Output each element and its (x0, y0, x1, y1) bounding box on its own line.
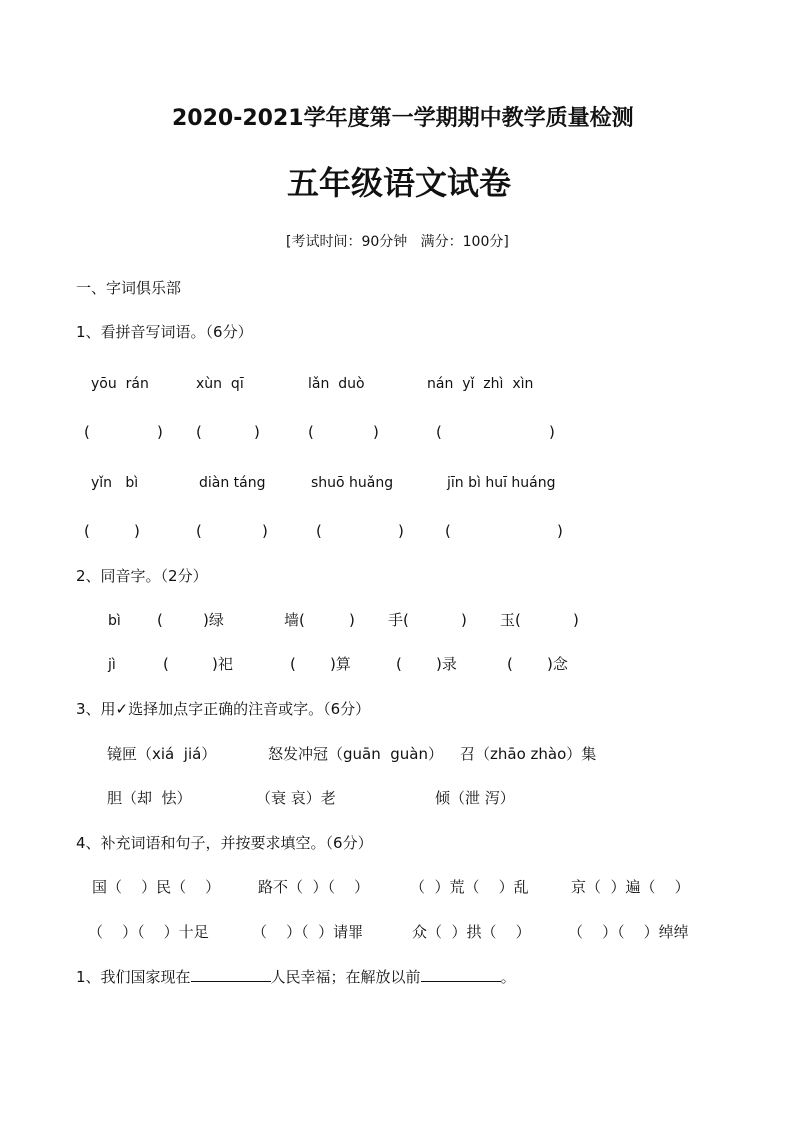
answer-box-open: ( (196, 423, 202, 441)
idiom-blank: 路不（ ）（ ） (258, 878, 370, 896)
homophone-item: ) (349, 611, 355, 629)
pinyin-4: nán yǐ zhì xìn (427, 376, 534, 392)
pinyin-5: yǐn bì (91, 475, 139, 491)
homophone-item: 玉( (500, 611, 521, 629)
answer-box-open: ( (316, 522, 322, 540)
question-1-label: 1、看拼音写词语。（6分） (76, 323, 253, 341)
answer-box-close: ) (557, 522, 563, 540)
exam-info: [考试时间：90分钟 满分：100分] (286, 234, 509, 250)
pinyin-3: lǎn duò (308, 376, 365, 392)
homophone-pinyin: bì (108, 613, 121, 629)
idiom-blank: （ ）荒（ ）乱 (410, 878, 529, 896)
homophone-item: 手( (388, 611, 409, 629)
answer-box-open: ( (84, 423, 90, 441)
idiom-blank: 京（ ）遍（ ） (571, 878, 690, 896)
question-3-label: 3、用✓选择加点字正确的注音或字。（6分） (76, 700, 371, 718)
idiom-blank: （ ）（ ）绰绰 (568, 923, 689, 941)
answer-box-open: ( (445, 522, 451, 540)
homophone-item: )祀 (212, 655, 233, 673)
answer-box-open: ( (308, 423, 314, 441)
choice-item: 怒发冲冠（guān guàn） (268, 745, 443, 763)
homophone-item: ( (507, 655, 513, 673)
idiom-blank: 国（ ）民（ ） (92, 878, 221, 896)
answer-box-close: ) (254, 423, 260, 441)
answer-box-open: ( (196, 522, 202, 540)
pinyin-7: shuō huǎng (311, 475, 394, 491)
choice-item: 镜匣（xiá jiá） (107, 745, 217, 763)
question-2-label: 2、同音字。（2分） (76, 567, 208, 585)
answer-box-close: ) (549, 423, 555, 441)
homophone-item: )绿 (203, 611, 224, 629)
sentence-part: 人民幸福；在解放以前 (270, 968, 421, 986)
homophone-item: ( (396, 655, 402, 673)
answer-box-close: ) (134, 522, 140, 540)
question-4-label: 4、补充词语和句子，并按要求填空。（6分） (76, 834, 373, 852)
answer-box-close: ) (262, 522, 268, 540)
pinyin-1: yōu rán (91, 376, 149, 392)
choice-item: 倾（泄 泻） (435, 789, 515, 807)
pinyin-2: xùn qī (196, 376, 244, 392)
homophone-item: ) (573, 611, 579, 629)
idiom-blank: （ ）（ ）十足 (88, 923, 209, 941)
pinyin-6: diàn táng (199, 475, 266, 491)
fill-blank-line (421, 967, 501, 982)
homophone-item: ( (290, 655, 296, 673)
answer-box-close: ) (398, 522, 404, 540)
sentence-part: 。 (500, 968, 516, 986)
homophone-item: ) (461, 611, 467, 629)
homophone-item: 墙( (284, 611, 305, 629)
exam-subtitle: 五年级语文试卷 (287, 164, 512, 202)
answer-box-open: ( (84, 522, 90, 540)
idiom-blank: 众（ ）拱（ ） (412, 923, 531, 941)
homophone-item: )录 (436, 655, 457, 673)
answer-box-close: ) (157, 423, 163, 441)
homophone-item: )算 (330, 655, 351, 673)
idiom-blank: （ ）（ ）请罪 (252, 923, 364, 941)
choice-item: （衰 哀）老 (256, 789, 336, 807)
sentence-part: 1、我们国家现在 (76, 968, 191, 986)
pinyin-8: jīn bì huī huáng (447, 475, 556, 491)
answer-box-close: ) (373, 423, 379, 441)
homophone-item: ( (157, 611, 163, 629)
choice-item: 胆（却 怯） (107, 789, 192, 807)
section-heading: 一、字词俱乐部 (76, 279, 182, 297)
choice-item: 召（zhāo zhào）集 (460, 745, 597, 763)
answer-box-open: ( (436, 423, 442, 441)
fill-sentence (76, 967, 516, 986)
homophone-item: )念 (547, 655, 568, 673)
fill-blank-line (191, 967, 271, 982)
exam-title: 2020-2021学年度第一学期期中教学质量检测 (172, 106, 634, 131)
homophone-item: ( (163, 655, 169, 673)
homophone-pinyin: jì (108, 657, 116, 673)
